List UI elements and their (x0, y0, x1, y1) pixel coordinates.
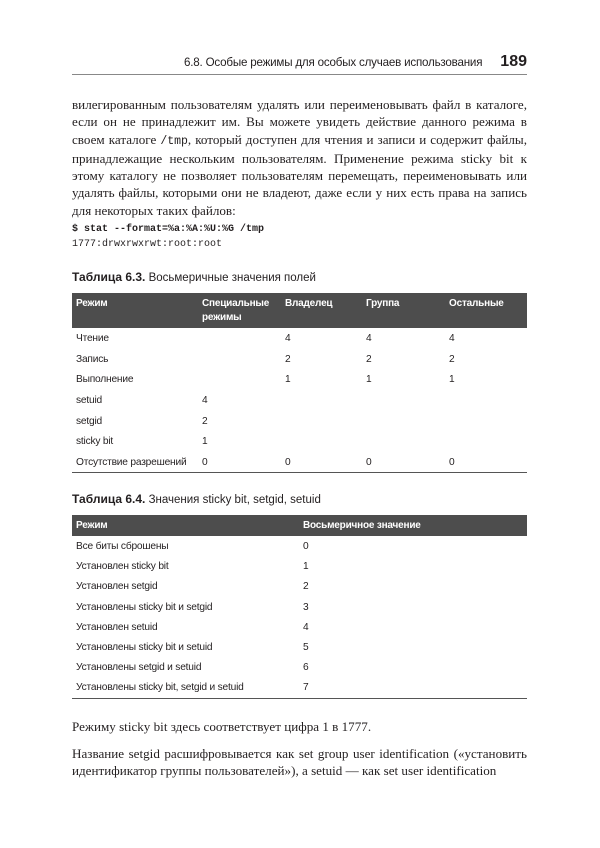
table-octal-field-values (72, 293, 527, 473)
page-number: 189 (500, 53, 527, 70)
table-cell: 1 (202, 436, 208, 448)
table-cell: Установлен setgid (76, 581, 158, 593)
table-row (72, 597, 527, 617)
running-header (72, 50, 527, 75)
table-cell: sticky bit (76, 436, 114, 448)
table-row (72, 369, 527, 390)
table-cell: Запись (76, 353, 109, 365)
table-cell: Выполнение (76, 374, 134, 386)
table-special-bits-values (72, 515, 527, 699)
table-6-4-caption (72, 492, 321, 506)
table-cell: 2 (202, 415, 208, 427)
table-cell: Установлен setuid (76, 621, 158, 633)
table-row (72, 637, 527, 657)
table-cell: Установлены sticky bit и setgid (76, 601, 213, 613)
inline-code-tmp: /tmp (160, 134, 188, 148)
paragraph-sticky-intro (72, 96, 527, 219)
table-cell: 4 (303, 621, 309, 633)
table-row (72, 556, 527, 576)
table-cell (362, 431, 445, 452)
table-row (72, 678, 527, 698)
table-cell (281, 390, 362, 411)
table-row (72, 411, 527, 432)
table-row (72, 349, 527, 370)
table-cell: 4 (449, 332, 455, 344)
table-cell: 0 (281, 452, 362, 473)
table-cell: 4 (202, 394, 208, 406)
table-cell: 2 (449, 353, 455, 365)
table-cell: 2 (285, 353, 291, 365)
table-header-row (72, 515, 527, 536)
table-cell: Отсутствие разрешений (72, 452, 198, 473)
table-cell: 4 (366, 332, 372, 344)
paragraph-text: , который доступен для чтения и записи и содержит файлы, принадлежащие нескольким пользователям. Применение режима sticky bit к этому каталогу не позволяет пользователям перемещать, переименовывать или удалять файлы, которыми они не владеют, даже если у них есть права на запись для некоторых таких файлов: (72, 131, 527, 218)
table-cell (362, 411, 445, 432)
table-cell: Установлен sticky bit (76, 560, 169, 572)
table-cell (445, 411, 527, 432)
table-row (72, 328, 527, 349)
table-cell: Все биты сброшены (76, 540, 169, 552)
table-cell: setgid (76, 415, 102, 427)
table-cell: 0 (198, 452, 281, 473)
table-cell: 1 (366, 374, 372, 386)
table-cell (445, 431, 527, 452)
table-cell: 2 (366, 353, 372, 365)
table-cell (198, 349, 281, 370)
table-cell: 1 (449, 374, 455, 386)
table-label: Таблица 6.4. (72, 492, 146, 506)
table-cell (445, 390, 527, 411)
table-cell: Чтение (76, 332, 109, 344)
column-header: Остальные (445, 293, 527, 328)
table-cell: 0 (303, 540, 309, 552)
table-cell: 6 (303, 662, 309, 674)
table-header-row (72, 293, 527, 328)
table-cell: 2 (303, 581, 309, 593)
paragraph-sticky-digit: Режиму sticky bit здесь соответствует цифра 1 в 1777. (72, 719, 372, 734)
column-header: Группа (362, 293, 445, 328)
table-cell: setuid (76, 394, 102, 406)
column-header: Режим (72, 515, 299, 536)
table-title: Значения sticky bit, setgid, setuid (148, 494, 321, 506)
table-cell: 0 (362, 452, 445, 473)
table-cell: Установлены sticky bit и setuid (76, 642, 213, 654)
table-cell: 7 (299, 678, 527, 698)
table-row (72, 536, 527, 556)
table-cell (281, 431, 362, 452)
table-cell: Установлены setgid и setuid (76, 662, 202, 674)
table-title: Восьмеричные значения полей (148, 272, 316, 284)
table-cell (198, 369, 281, 390)
table-label: Таблица 6.3. (72, 270, 146, 284)
table-cell: 4 (285, 332, 291, 344)
table-cell (362, 390, 445, 411)
table-cell: 3 (303, 601, 309, 613)
table-row (72, 390, 527, 411)
table-cell: 1 (285, 374, 291, 386)
table-6-3-caption (72, 270, 316, 284)
table-cell (281, 411, 362, 432)
table-row (72, 577, 527, 597)
table-cell: 0 (445, 452, 527, 473)
paragraph-setgid-meaning: Название setgid расшифровывается как set group user identification («установить идентификатор группы пользователей»), а setuid — как set user identification (72, 746, 527, 779)
table-cell: Установлены sticky bit, setgid и setuid (72, 678, 299, 698)
table-row (72, 452, 527, 473)
table-row (72, 431, 527, 452)
table-row (72, 658, 527, 678)
code-output: 1777:drwxrwxrwt:root:root (72, 238, 223, 250)
section-title: 6.8. Особые режимы для особых случаев использования (184, 56, 483, 69)
code-block (72, 223, 264, 252)
column-header: Владелец (281, 293, 362, 328)
column-header: Режим (72, 293, 198, 328)
table-row (72, 617, 527, 637)
code-command: $ stat --format=%a:%A:%U:%G /tmp (72, 224, 265, 235)
table-cell: 1 (303, 560, 309, 572)
paragraph-text: вилегированным пользователям удалять или переименовывать файл в каталоге, если он не принадлежит им. Вы можете увидеть действие данного режима в своем каталоге (72, 97, 527, 147)
table-cell: 5 (303, 642, 309, 654)
column-header: Восьмеричное значение (299, 515, 527, 536)
table-cell (198, 328, 281, 349)
column-header: Специальные режимы (198, 293, 281, 328)
